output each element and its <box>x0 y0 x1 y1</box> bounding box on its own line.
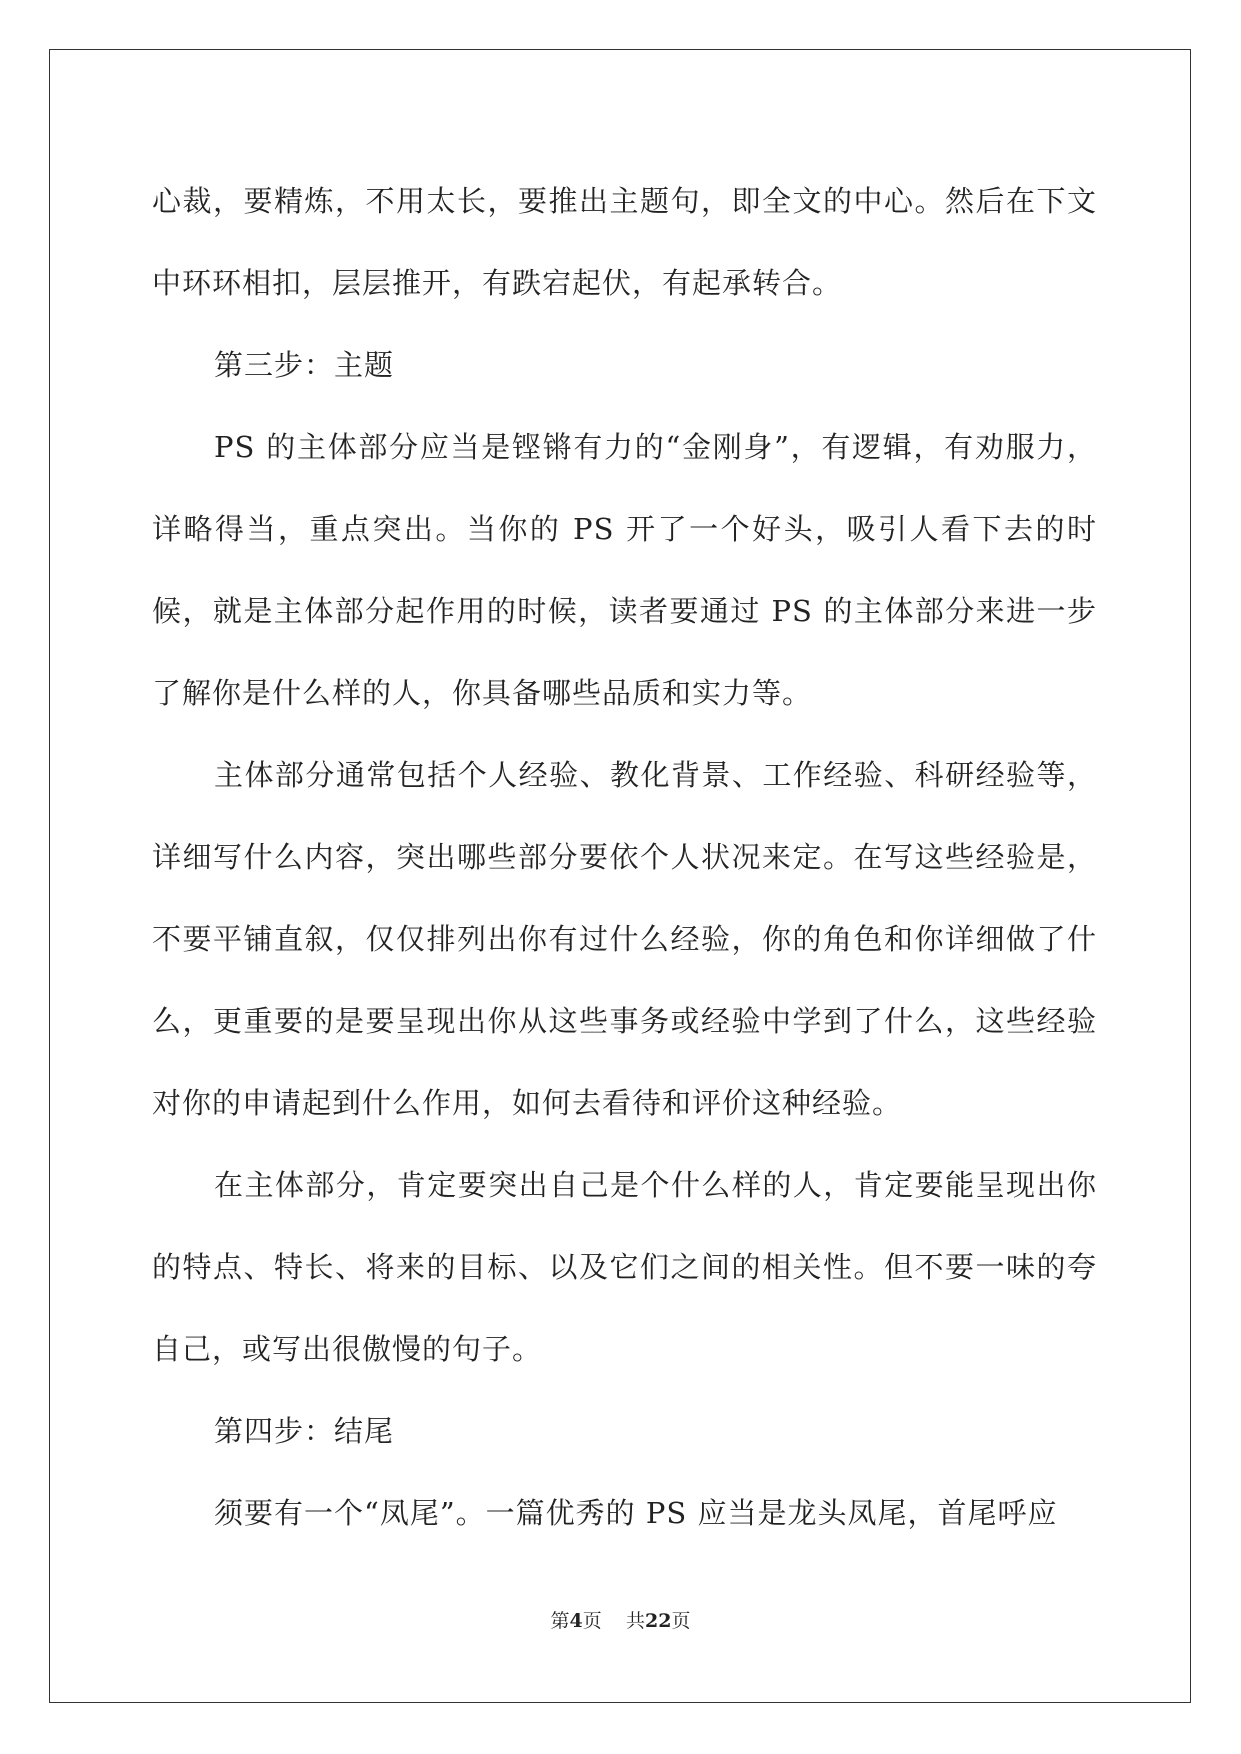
page-footer <box>0 1606 1241 1633</box>
heading-step-four: 第四步：结尾 <box>214 1414 395 1448</box>
paragraph-4: 在主体部分，肯定要突出自己是个什么样的人，肯定要能呈现出你的特点、特长、将来的目标、以及它们之间的相关性。但不要一味的夸自己，或写出很傲慢的句子。 <box>152 1168 1097 1366</box>
paragraph-5: 须要有一个“凤尾”。一篇优秀的 PS 应当是龙头凤尾，首尾呼应 <box>214 1496 1058 1530</box>
total-pages: 22 <box>644 1610 672 1632</box>
total-suffix: 页 <box>671 1610 691 1632</box>
page-suffix: 页 <box>582 1610 602 1632</box>
paragraph-1: 心裁，要精炼，不用太长，要推出主题句，即全文的中心。然后在下文中环环相扣，层层推开，有跌宕起伏，有起承转合。 <box>152 184 1097 300</box>
paragraph-3: 主体部分通常包括个人经验、教化背景、工作经验、科研经验等，详细写什么内容，突出哪些部分要依个人状况来定。在写这些经验是，不要平铺直叙，仅仅排列出你有过什么经验，你的角色和你详细做了什么，更重要的是要呈现出你从这些事务或经验中学到了什么，这些经验对你的申请起到什么作用，如何去看待和评价这种经验。 <box>152 758 1097 1120</box>
page-number: 4 <box>569 1610 583 1632</box>
page-prefix: 第 <box>550 1610 570 1632</box>
total-prefix: 共 <box>625 1610 645 1632</box>
paragraph-2: PS 的主体部分应当是铿锵有力的“金刚身”，有逻辑，有劝服力，详略得当，重点突出。当你的 PS 开了一个好头，吸引人看下去的时候，就是主体部分起作用的时候，读者要通过 PS 的主体部分来进一步了解你是什么样的人，你具备哪些品质和实力等。 <box>152 430 1097 710</box>
document-body <box>152 160 1097 1554</box>
heading-step-three: 第三步：主题 <box>214 348 395 382</box>
